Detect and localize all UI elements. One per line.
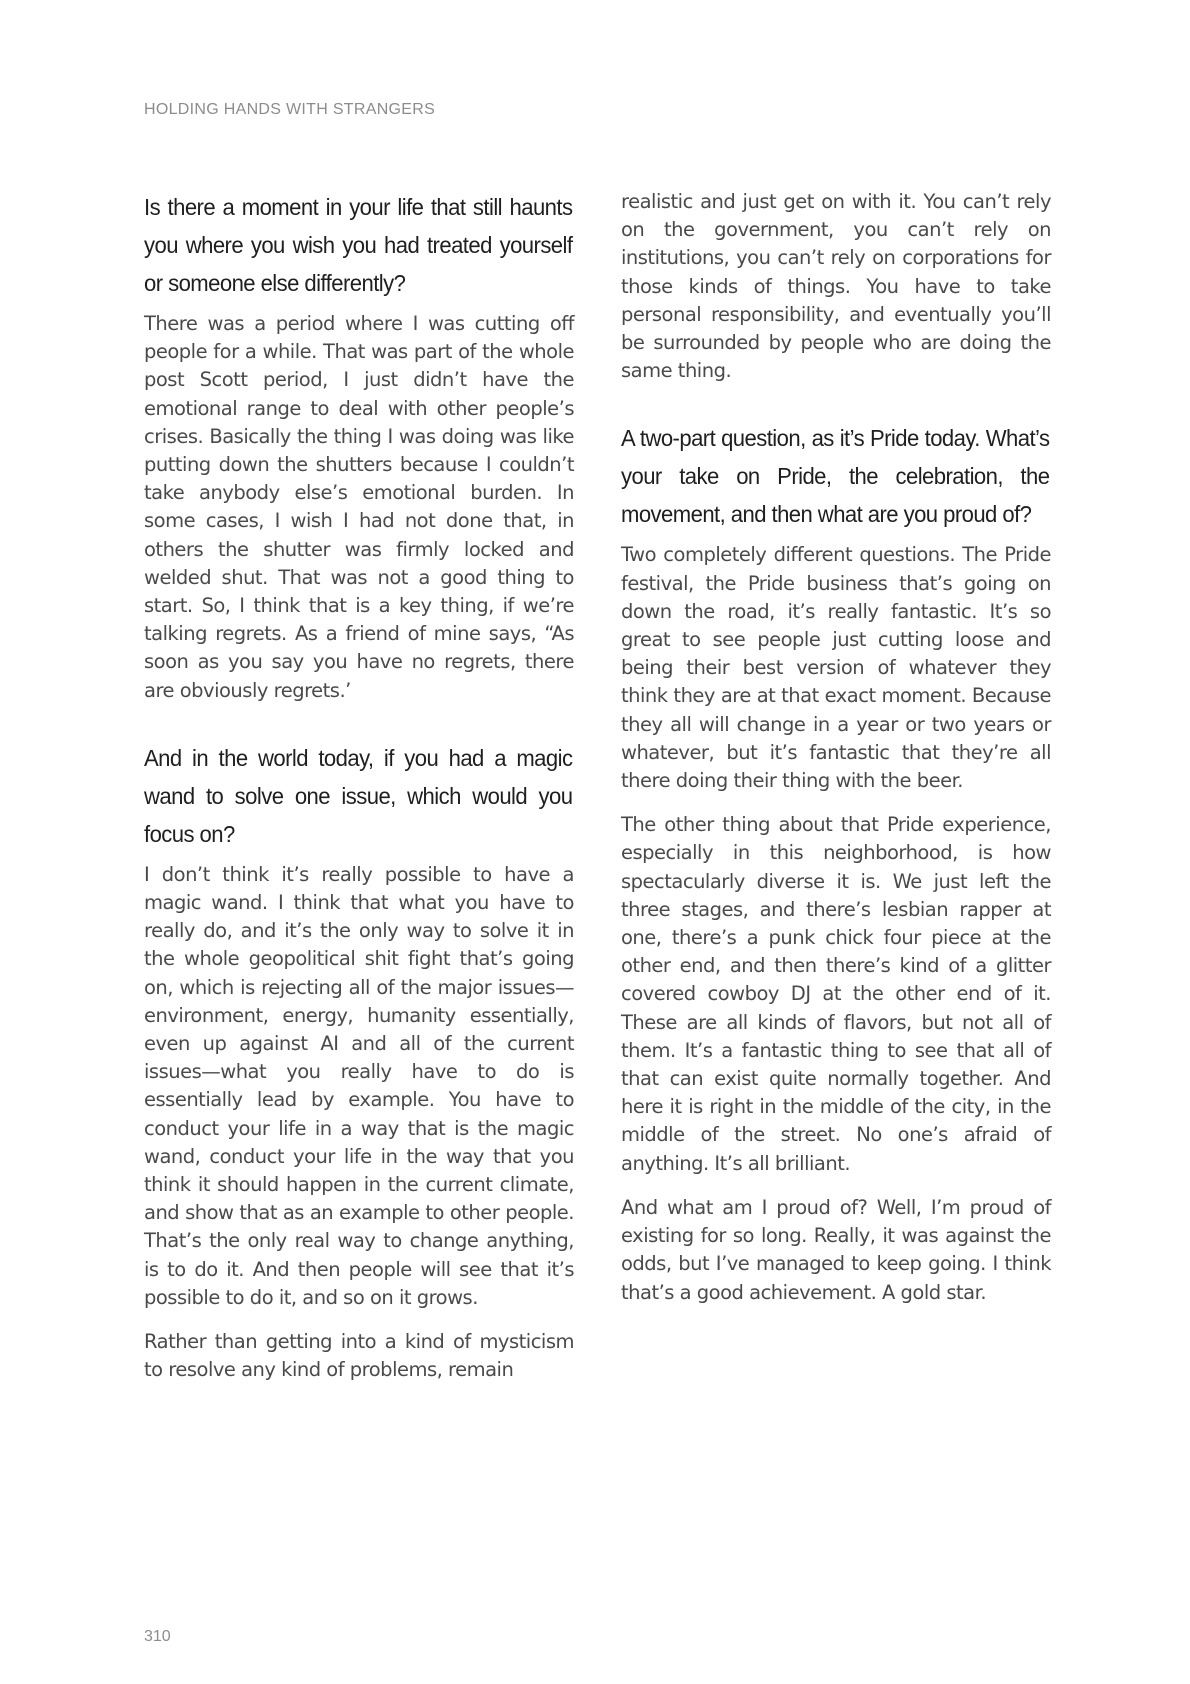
answer-paragraph: There was a period where I was cutting off people for a while. That was part of the whole post Scott period, I just didn’t have the emotional range to deal with other people’s crises. Basically the thing I was doing was like putting down the shutters because I couldn’t take anybody else’s emotional burden. In some cases, I wish I had not done that, in others the shutter was firmly locked and welded shut. That was not a good thing to start. So, I think that is a key thing, if we’re talking regrets. As a friend of mine says, “As soon as you say you have no regrets, there are obviously regrets.’ (144, 312, 574, 702)
answer-paragraph: Rather than getting into a kind of mysticism to resolve any kind of problems, remain (144, 1330, 574, 1382)
right-column (621, 188, 1051, 1323)
running-head: HOLDING HANDS WITH STRANGERS (144, 101, 436, 118)
answer-paragraph: And what am I proud of? Well, I’m proud of existing for so long. Really, it was against the odds, but I’ve managed to keep going. I think that’s a good achievement. A gold star. (621, 1195, 1051, 1304)
answer-paragraph: realistic and just get on with it. You can’t rely on the government, you can’t rely on institutions, you can’t rely on corporations for those kinds of things. You have to take personal responsibility, and eventually you’ll be surrounded by people who are doing the same thing. (621, 190, 1051, 383)
question-heading: And in the world today, if you had a magic wand to solve one issue, which would you focus on? (144, 744, 573, 847)
answer-paragraph: I don’t think it’s really possible to have a magic wand. I think that what you have to really do, and it’s the only way to solve it in the whole geopolitical shit fight that’s going on, which is rejecting all of the major issues—environment, energy, humanity essentially, even up against AI and all of the current issues—what you really have to do is essentially lead by example. You have to conduct your life in a way that is the magic wand, conduct your life in the way that you think it should happen in the current climate, and show that as an example to other people. That’s the only real way to change anything, is to do it. And then people will see that it’s possible to do it, and so on it grows. (144, 862, 574, 1309)
question-heading: A two-part question, as it’s Pride today. What’s your take on Pride, the celebration, the movement, and then what are you proud of? (621, 425, 1050, 528)
answer-paragraph: The other thing about that Pride experience, especially in this neighborhood, is how spectacularly diverse it is. We just left the three stages, and there’s lesbian rapper at one, there’s a punk chick four piece at the other end, and then there’s kind of a glitter covered cowboy DJ at the other end of it. These are all kinds of flavors, but not all of them. It’s a fantastic thing to see that all of that can exist quite normally together. And here it is right in the middle of the city, in the middle of the street. No one’s afraid of anything. It’s all brilliant. (621, 813, 1051, 1175)
page-number: 310 (144, 1628, 171, 1645)
left-column (144, 188, 574, 1401)
answer-paragraph: Two completely different questions. The Pride festival, the Pride business that’s going on down the road, it’s really fantastic. It’s so great to see people just cutting loose and being their best version of whatever they think they are at that exact moment. Because they all will change in a year or two years or whatever, but it’s fantastic that they’re all there doing their thing with the beer. (621, 543, 1051, 793)
question-heading: Is there a moment in your life that still haunts you where you wish you had treated yourself or someone else differently? (144, 194, 573, 296)
